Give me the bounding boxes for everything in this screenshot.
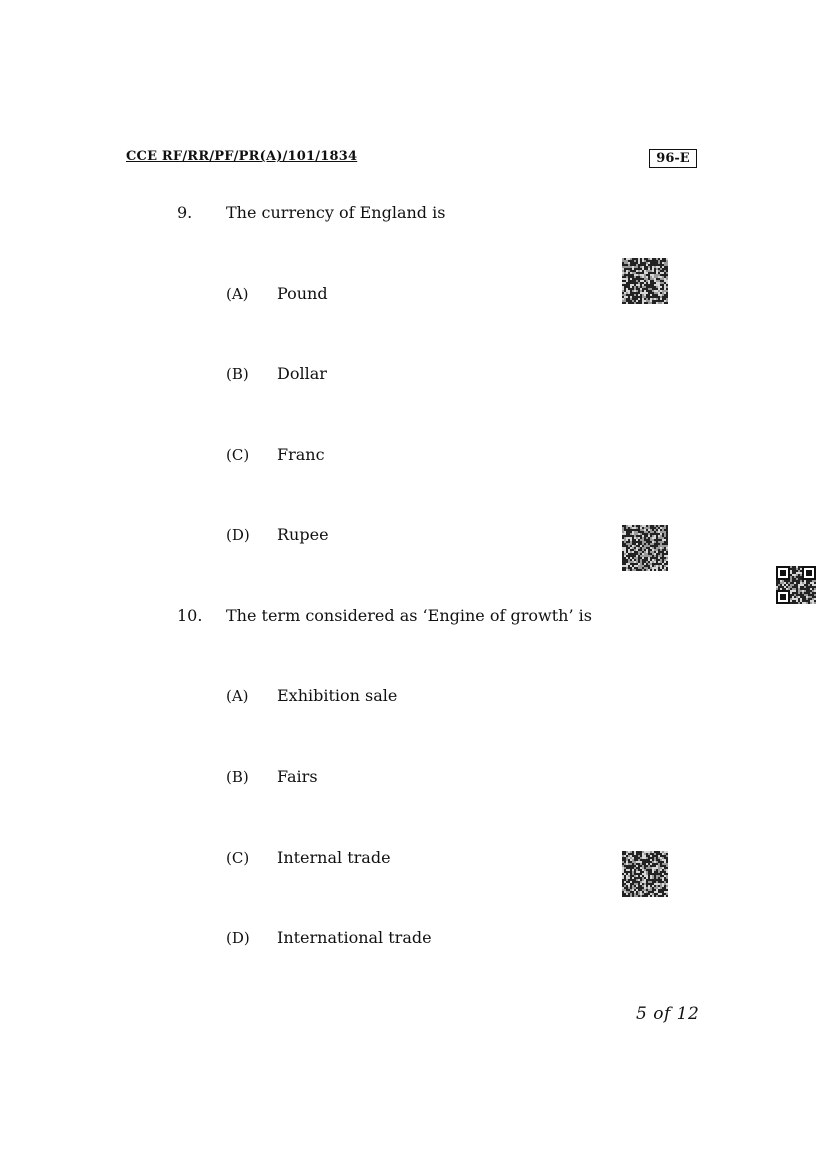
qr-code-icon: [776, 566, 816, 604]
option-label: (A): [226, 285, 249, 303]
question-text: The currency of England is: [226, 203, 446, 222]
option-text: Pound: [277, 284, 328, 303]
option-label: (B): [226, 365, 249, 383]
question-number: 10.: [177, 606, 203, 625]
page-code-box: 96-E: [649, 149, 697, 168]
page-number: 5 of 12: [636, 1004, 700, 1024]
qr-code-icon: [622, 851, 669, 898]
question-number: 9.: [177, 203, 193, 222]
option-text: Rupee: [277, 525, 329, 544]
option-text: Exhibition sale: [277, 686, 398, 705]
option-text: International trade: [277, 928, 432, 947]
option-text: Franc: [277, 445, 325, 464]
option-label: (D): [226, 526, 250, 544]
qr-code-icon: [622, 525, 669, 572]
option-text: Internal trade: [277, 848, 391, 867]
option-label: (C): [226, 849, 250, 867]
qr-code-icon: [622, 258, 669, 305]
document-code: CCE RF/RR/PF/PR(A)/101/1834: [126, 149, 358, 164]
option-text: Fairs: [277, 767, 318, 786]
option-text: Dollar: [277, 364, 327, 383]
option-label: (B): [226, 768, 249, 786]
question-text: The term considered as ‘Engine of growth’ is: [226, 606, 592, 625]
option-label: (C): [226, 446, 250, 464]
option-label: (D): [226, 929, 250, 947]
option-label: (A): [226, 687, 249, 705]
